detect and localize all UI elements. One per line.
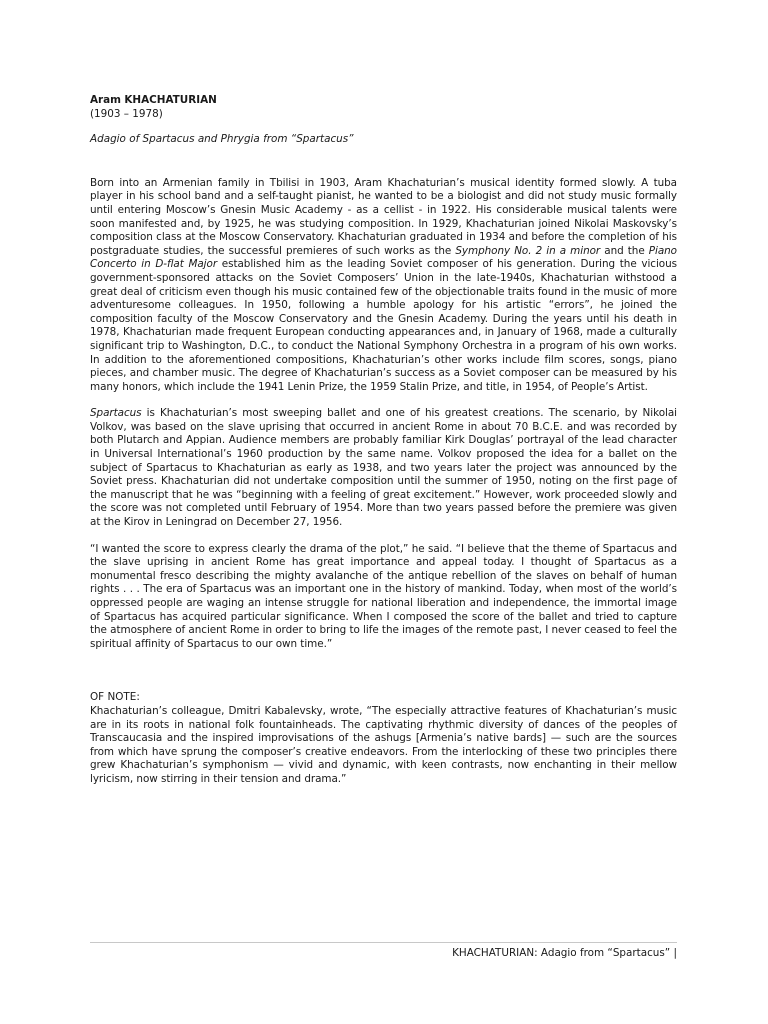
work-title: Adagio of Spartacus and Phrygia from “Spartacus” — [90, 133, 354, 146]
note-heading: OF NOTE: — [90, 691, 140, 704]
bio-text-3: established him as the leading Soviet composer of his generation. During the vicious government-sponsored attacks on the Soviet Composers’ Union in the late-1940s, Khachaturian withstood a great deal of criticism even though his music contained few of the objectionable traits found in the music of more adventuresome colleagues. In 1950, following a humble apology for his artistic “errors”, he joined the composition faculty of the Moscow Conservatory and the Gnesin Academy. During the years until his death in 1978, Khachaturian made frequent European conducting appearances and, in January of 1968, made a culturally significant trip to Washington, D.C., to conduct the National Symphony Orchestra in a program of his own works. In addition to the aforementioned compositions, Khachaturian’s other works include film scores, songs, piano pieces, and chamber music. The degree of Khachaturian’s success as a Soviet composer can be measured by his many honors, which include the 1941 Lenin Prize, the 1959 Stalin Prize, and title, in 1954, of People’s Artist. — [90, 258, 677, 393]
spartacus-text: is Khachaturian’s most sweeping ballet and one of his greatest creations. The scenario, by Nikolai Volkov, was based on the slave uprising that occurred in ancient Rome in about 70 B.C.E. and was recorded by both Plutarch and Appian. Audience members are probably familiar Kirk Douglas’ portrayal of the lead character in Universal International’s 1960 production by the same name. Volkov proposed the idea for a ballet on the subject of Spartacus to Khachaturian as early as 1938, and two years later the project was announced by the Soviet press. Khachaturian did not undertake composition until the summer of 1950, noting on the first page of the manuscript that he was “beginning with a feeling of great excitement.” However, work proceeded slowly and the score was not completed until February of 1954. More than two years passed before the premiere was given at the Kirov in Leningrad on December 27, 1956. — [90, 407, 677, 529]
quote-paragraph: “I wanted the score to express clearly the drama of the plot,” he said. “I believe that the theme of Spartacus and the slave uprising in ancient Rome has great importance and appeal today. I thought of Spartacus as a monumental fresco describing the mighty avalanche of the antique rebellion of the slaves on behalf of human rights . . . The era of Spartacus was an important one in the history of mankind. Today, when most of the world’s oppressed people are waging an intense struggle for national liberation and independence, the immortal image of Spartacus has acquired particular significance. When I composed the score of the ballet and tried to capture the atmosphere of ancient Rome in order to bring to life the images of the remote past, I never ceased to feel the spiritual affinity of Spartacus to our own time.” — [90, 542, 677, 650]
spartacus-paragraph — [90, 407, 677, 529]
bio-text-2: and the — [600, 244, 649, 257]
page-footer: KHACHATURIAN: Adagio from “Spartacus” | — [452, 947, 677, 959]
note-paragraph: Khachaturian’s colleague, Dmitri Kabalevsky, wrote, “The especially attractive features of Khachaturian’s music are in its roots in national folk fountainheads. The captivating rhythmic diversity of dances of the peoples of Transcaucasia and the inspired improvisations of the ashugs [Armenia’s native bards] — such are the sources from which have sprung the composer’s creative endeavors. From the interlocking of these two principles there grew Khachaturian’s symphonism — vivid and dynamic, with keen contrasts, now enchanting in their mellow lyricism, now stirring in their tension and drama.” — [90, 704, 677, 785]
bio-work-symphony: Symphony No. 2 in a minor — [455, 244, 601, 257]
document-page — [90, 94, 677, 787]
bio-work-concerto: Piano Concerto in D-flat Major — [90, 244, 677, 271]
composer-first-name: Aram — [90, 94, 122, 106]
composer-last-name: KHACHATURIAN — [124, 94, 217, 106]
biography-paragraph — [90, 177, 677, 395]
spartacus-title: Spartacus — [90, 407, 142, 420]
footer-divider — [90, 942, 677, 943]
composer-dates: (1903 – 1978) — [90, 107, 163, 120]
composer-name — [90, 94, 677, 108]
bio-text-1: Born into an Armenian family in Tbilisi in 1903, Aram Khachaturian’s musical identity formed slowly. A tuba player in his school band and a self-taught pianist, he wanted to be a biologist and did not study music formally until entering Moscow’s Gnesin Music Academy - as a cellist - in 1922. His considerable musical talents were soon manifested and, by 1925, he was studying composition. In 1929, Khachaturian joined Nikolai Maskovsky’s composition class at the Moscow Conservatory. Khachaturian graduated in 1934 and before the completion of his postgraduate studies, the successful premieres of such works as the — [90, 176, 677, 257]
